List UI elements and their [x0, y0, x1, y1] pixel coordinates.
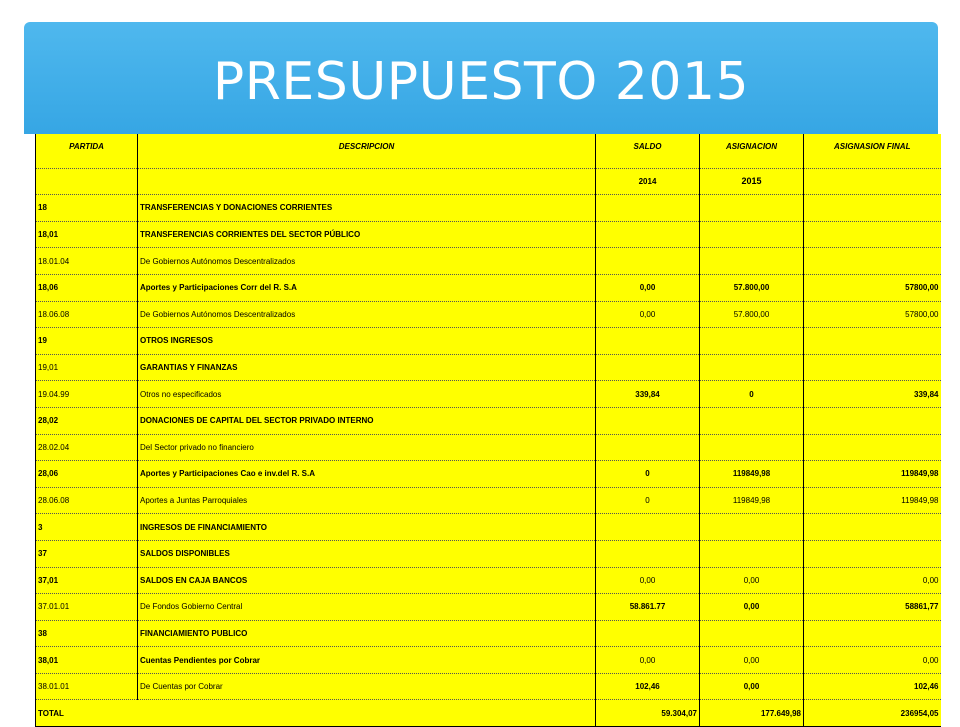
table-row [36, 354, 941, 381]
cell-partida: 28,02 [36, 407, 138, 434]
cell-saldo [596, 221, 700, 248]
cell-saldo: 102,46 [596, 673, 700, 700]
cell-descripcion: Aportes y Participaciones Cao e inv.del R. S.A [138, 461, 596, 488]
cell-partida: 28.06.08 [36, 487, 138, 514]
cell-final [804, 514, 941, 541]
cell-asignacion: 57.800,00 [700, 301, 804, 328]
cell-final: 0,00 [804, 647, 941, 674]
table-row [36, 514, 941, 541]
cell-saldo [596, 434, 700, 461]
table-row [36, 407, 941, 434]
cell-saldo [596, 407, 700, 434]
cell-final [804, 328, 941, 355]
budget-table-container [35, 134, 940, 718]
table-row [36, 594, 941, 621]
header-descripcion: DESCRIPCION [138, 134, 596, 168]
cell-asignacion [700, 514, 804, 541]
cell-partida: 19,01 [36, 354, 138, 381]
cell-asignacion [700, 221, 804, 248]
cell-asignacion [700, 434, 804, 461]
table-row [36, 673, 941, 700]
cell-final [804, 407, 941, 434]
cell-descripcion: Aportes a Juntas Parroquiales [138, 487, 596, 514]
cell-descripcion: Del Sector privado no financiero [138, 434, 596, 461]
cell-descripcion: DONACIONES DE CAPITAL DEL SECTOR PRIVADO INTERNO [138, 407, 596, 434]
cell-partida: 18,06 [36, 274, 138, 301]
cell-asignacion [700, 248, 804, 275]
cell-descripcion: TRANSFERENCIAS CORRIENTES DEL SECTOR PÚBLICO [138, 221, 596, 248]
cell-asignacion [700, 407, 804, 434]
cell-descripcion: TRANSFERENCIAS Y DONACIONES CORRIENTES [138, 195, 596, 222]
page-title: PRESUPUESTO 2015 [212, 52, 750, 112]
cell-saldo: 339,84 [596, 381, 700, 408]
cell-partida: 38.01.01 [36, 673, 138, 700]
cell-final [804, 620, 941, 647]
cell-saldo: 0,00 [596, 567, 700, 594]
subheader-saldo-year: 2014 [596, 168, 700, 195]
table-row [36, 248, 941, 275]
cell-final [804, 248, 941, 275]
table-row [36, 221, 941, 248]
cell-descripcion: De Cuentas por Cobrar [138, 673, 596, 700]
cell-descripcion: Cuentas Pendientes por Cobrar [138, 647, 596, 674]
cell-saldo [596, 354, 700, 381]
cell-asignacion: 119849,98 [700, 461, 804, 488]
cell-descripcion: OTROS INGRESOS [138, 328, 596, 355]
cell-saldo [596, 195, 700, 222]
subheader-final [804, 168, 941, 195]
table-row [36, 647, 941, 674]
table-row [36, 434, 941, 461]
cell-final: 57800,00 [804, 274, 941, 301]
table-row [36, 461, 941, 488]
cell-descripcion: De Fondos Gobierno Central [138, 594, 596, 621]
cell-saldo [596, 328, 700, 355]
cell-asignacion [700, 195, 804, 222]
cell-descripcion: INGRESOS DE FINANCIAMIENTO [138, 514, 596, 541]
cell-final: 102,46 [804, 673, 941, 700]
budget-table [35, 134, 941, 727]
table-total-row [36, 700, 941, 727]
cell-saldo: 0 [596, 461, 700, 488]
cell-saldo [596, 620, 700, 647]
cell-descripcion: SALDOS DISPONIBLES [138, 540, 596, 567]
cell-final [804, 434, 941, 461]
cell-final [804, 354, 941, 381]
cell-asignacion: 57.800,00 [700, 274, 804, 301]
cell-saldo: 0,00 [596, 274, 700, 301]
slide-header [24, 22, 938, 134]
table-row [36, 381, 941, 408]
cell-saldo: 0 [596, 487, 700, 514]
header-asignacion-final: ASIGNASION FINAL [804, 134, 941, 168]
cell-descripcion: FINANCIAMIENTO PUBLICO [138, 620, 596, 647]
cell-saldo [596, 248, 700, 275]
cell-final [804, 195, 941, 222]
cell-asignacion: 0,00 [700, 567, 804, 594]
cell-asignacion [700, 328, 804, 355]
cell-partida: 28.02.04 [36, 434, 138, 461]
total-label: TOTAL [36, 700, 596, 727]
cell-partida: 38,01 [36, 647, 138, 674]
cell-partida: 18.06.08 [36, 301, 138, 328]
cell-saldo: 0,00 [596, 301, 700, 328]
cell-asignacion: 0,00 [700, 647, 804, 674]
cell-asignacion [700, 620, 804, 647]
cell-final: 339,84 [804, 381, 941, 408]
cell-asignacion: 0 [700, 381, 804, 408]
cell-descripcion: SALDOS EN CAJA BANCOS [138, 567, 596, 594]
cell-descripcion: De Gobiernos Autónomos Descentralizados [138, 248, 596, 275]
cell-partida: 38 [36, 620, 138, 647]
cell-saldo: 0,00 [596, 647, 700, 674]
cell-partida: 18.01.04 [36, 248, 138, 275]
cell-final: 0,00 [804, 567, 941, 594]
cell-final [804, 221, 941, 248]
subheader-descripcion [138, 168, 596, 195]
subheader-asignacion-year: 2015 [700, 168, 804, 195]
total-final: 236954,05 [804, 700, 941, 727]
table-row [36, 328, 941, 355]
header-partida: PARTIDA [36, 134, 138, 168]
table-row [36, 195, 941, 222]
cell-descripcion: Aportes y Participaciones Corr del R. S.A [138, 274, 596, 301]
table-row [36, 487, 941, 514]
cell-asignacion: 0,00 [700, 594, 804, 621]
cell-partida: 37 [36, 540, 138, 567]
cell-final [804, 540, 941, 567]
table-row [36, 301, 941, 328]
cell-asignacion: 119849,98 [700, 487, 804, 514]
cell-saldo [596, 514, 700, 541]
table-subheader-row [36, 168, 941, 195]
cell-partida: 37,01 [36, 567, 138, 594]
cell-asignacion: 0,00 [700, 673, 804, 700]
total-asignacion: 177.649,98 [700, 700, 804, 727]
header-asignacion: ASIGNACION [700, 134, 804, 168]
cell-asignacion [700, 354, 804, 381]
cell-partida: 18 [36, 195, 138, 222]
cell-final: 57800,00 [804, 301, 941, 328]
cell-partida: 19.04.99 [36, 381, 138, 408]
cell-final: 119849,98 [804, 461, 941, 488]
table-header-row [36, 134, 941, 168]
table-row [36, 567, 941, 594]
cell-descripcion: Otros no especificados [138, 381, 596, 408]
cell-partida: 28,06 [36, 461, 138, 488]
cell-partida: 19 [36, 328, 138, 355]
cell-asignacion [700, 540, 804, 567]
total-saldo: 59.304,07 [596, 700, 700, 727]
cell-partida: 37.01.01 [36, 594, 138, 621]
cell-saldo: 58.861.77 [596, 594, 700, 621]
cell-partida: 18,01 [36, 221, 138, 248]
cell-partida: 3 [36, 514, 138, 541]
cell-descripcion: GARANTIAS Y FINANZAS [138, 354, 596, 381]
subheader-partida [36, 168, 138, 195]
cell-descripcion: De Gobiernos Autónomos Descentralizados [138, 301, 596, 328]
header-saldo: SALDO [596, 134, 700, 168]
table-row [36, 274, 941, 301]
table-row [36, 620, 941, 647]
table-row [36, 540, 941, 567]
cell-saldo [596, 540, 700, 567]
cell-final: 119849,98 [804, 487, 941, 514]
cell-final: 58861,77 [804, 594, 941, 621]
